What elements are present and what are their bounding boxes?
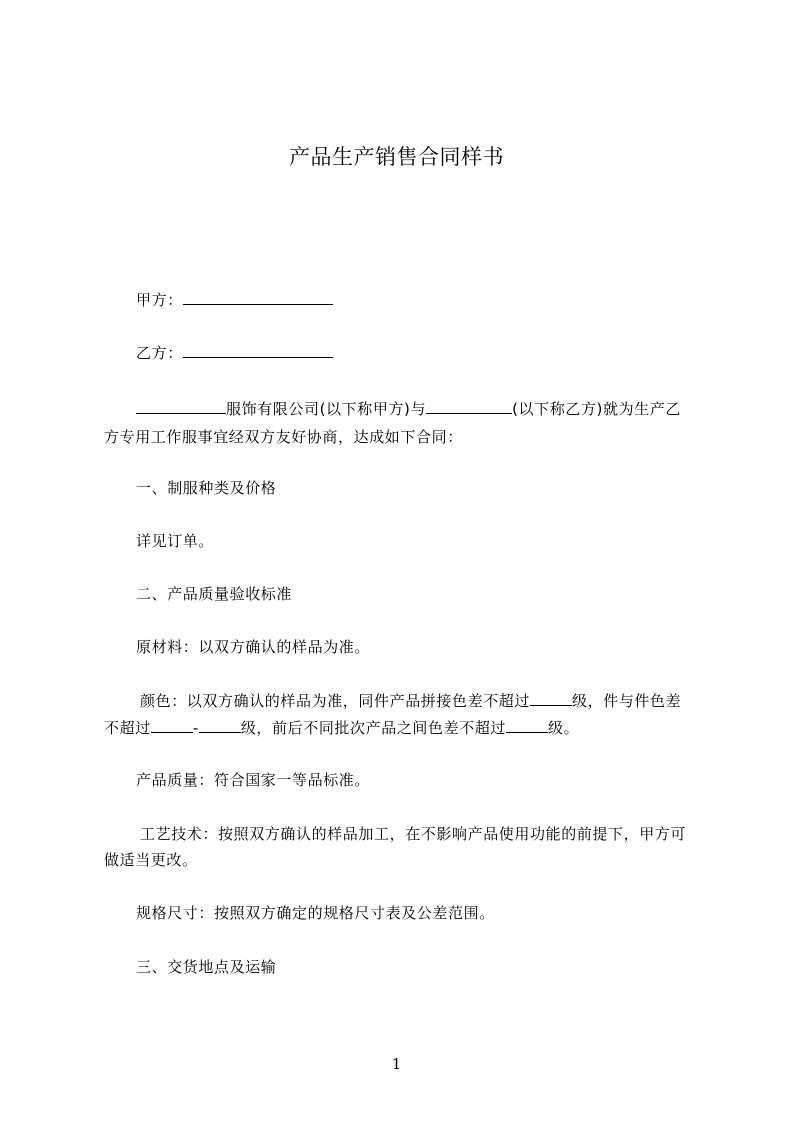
section-3-heading: 三、交货地点及运输 bbox=[136, 958, 277, 976]
color-text-1: 颜色：以双方确认的样品为准，同件产品拼接色差不超过 bbox=[140, 692, 531, 710]
color-text-2: 级，件与件色差 bbox=[572, 692, 682, 710]
color-grade-blank-1[interactable] bbox=[530, 689, 572, 706]
color-text-4: 级，前后不同批次产品之间色差不超过 bbox=[240, 719, 507, 737]
color-text-5: 级。 bbox=[548, 719, 580, 737]
color-line-2 bbox=[104, 714, 704, 743]
party-b-label: 乙方： bbox=[136, 344, 183, 362]
party-b-line bbox=[104, 339, 736, 368]
party-b-blank[interactable] bbox=[183, 341, 333, 358]
color-grade-blank-3[interactable] bbox=[199, 716, 241, 733]
party-a-blank[interactable] bbox=[183, 288, 333, 305]
craft-line-1: 工艺技术：按照双方确认的样品加工，在不影响产品使用功能的前提下，甲方可 bbox=[140, 825, 687, 843]
party-a-line bbox=[104, 286, 736, 315]
intro-line-2: 方专用工作服事宜经双方友好协商，达成如下合同： bbox=[104, 428, 463, 446]
party-b-company-blank[interactable] bbox=[426, 397, 512, 414]
party-a-label: 甲方： bbox=[136, 291, 183, 309]
intro-text-2: (以下称乙方)就为生产乙 bbox=[512, 400, 682, 418]
color-grade-blank-4[interactable] bbox=[506, 716, 548, 733]
color-dash: - bbox=[192, 719, 199, 737]
spec-clause: 规格尺寸：按照双方确定的规格尺寸表及公差范围。 bbox=[136, 904, 495, 922]
section-1-heading: 一、制服种类及价格 bbox=[136, 479, 277, 497]
intro-text-1: 服饰有限公司(以下称甲方)与 bbox=[226, 400, 427, 418]
section-2-heading: 二、产品质量验收标准 bbox=[136, 585, 293, 603]
color-text-3: 不超过 bbox=[104, 719, 151, 737]
document-title: 产品生产销售合同样书 bbox=[289, 145, 504, 169]
color-grade-blank-2[interactable] bbox=[151, 716, 193, 733]
raw-material-clause: 原材料：以双方确认的样品为准。 bbox=[136, 638, 371, 656]
craft-line-2: 做适当更改。 bbox=[104, 851, 198, 869]
quality-clause: 产品质量：符合国家一等品标准。 bbox=[136, 771, 371, 789]
color-line-1 bbox=[104, 687, 740, 716]
party-a-company-blank[interactable] bbox=[136, 397, 226, 414]
intro-line-1 bbox=[104, 395, 736, 424]
page-number: 1 bbox=[391, 1055, 402, 1073]
section-1-text: 详见订单。 bbox=[136, 532, 215, 550]
